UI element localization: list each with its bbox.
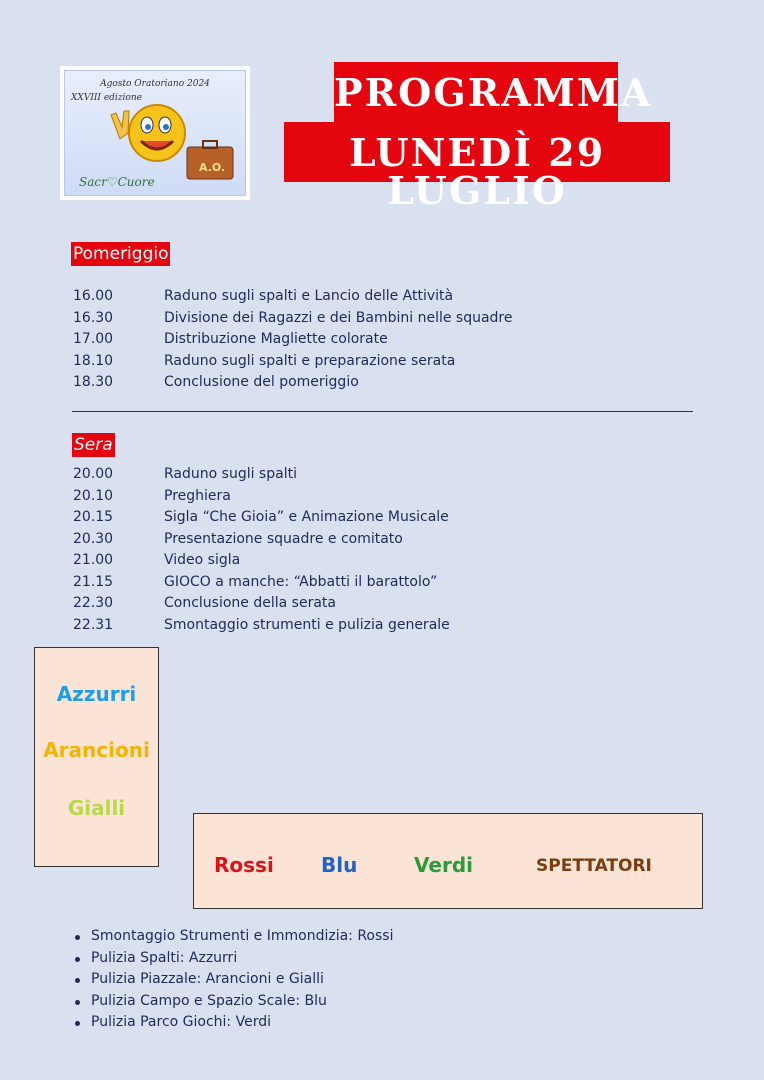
team-gialli: Gialli	[67, 796, 126, 820]
schedule-time: 22.30	[73, 595, 114, 611]
schedule-activity: Video sigla	[164, 552, 241, 568]
schedule-time: 20.10	[73, 487, 114, 504]
logo	[60, 66, 250, 200]
schedule-activity: Conclusione del pomeriggio	[164, 374, 359, 390]
schedule-activity: Distribuzione Magliette colorate	[164, 331, 388, 347]
schedule-time: 20.15	[73, 509, 114, 525]
schedule-time: 20.30	[73, 530, 114, 547]
team-box-left	[34, 647, 159, 867]
schedule-time: 18.30	[73, 374, 114, 390]
list-item: Pulizia Piazzale: Arancioni e Gialli	[73, 969, 393, 991]
schedule-time: 21.15	[73, 573, 114, 590]
schedule-activity: Conclusione della serata	[164, 595, 336, 611]
logo-panel	[64, 70, 246, 196]
list-item: Pulizia Campo e Spazio Scale: Blu	[73, 991, 393, 1013]
schedule-activity: Raduno sugli spalti e preparazione serata	[164, 352, 456, 369]
schedule-time: 18.10	[73, 352, 114, 369]
logo-badge: A.O.	[199, 161, 226, 174]
logo-title: Agosto Oratoriano 2024	[100, 79, 210, 89]
team-azzurri: Azzurri	[56, 682, 137, 706]
list-item: Pulizia Spalti: Azzurri	[73, 948, 393, 970]
schedule-activity: Sigla “Che Gioia” e Animazione Musicale	[164, 509, 449, 525]
schedule-time: 20.00	[73, 466, 114, 482]
page-title	[284, 62, 670, 213]
team-arancioni: Arancioni	[43, 738, 150, 762]
divider	[72, 411, 693, 412]
schedule-activity: Smontaggio strumenti e pulizia generale	[164, 616, 450, 633]
team-verdi: Verdi	[414, 853, 473, 877]
logo-edition: XXVIII edizione	[71, 93, 142, 103]
cleaning-list	[73, 926, 393, 1034]
section-label-afternoon: Pomeriggio	[73, 244, 169, 264]
team-box-bottom	[193, 813, 703, 909]
schedule-activity: Divisione dei Ragazzi e dei Bambini nelle squadre	[164, 309, 513, 326]
title-line-2: LUNEDÌ 29 LUGLIO	[284, 122, 670, 182]
schedule-activity: Raduno sugli spalti	[164, 466, 297, 482]
schedule-time: 21.00	[73, 552, 114, 568]
schedule-activity: Presentazione squadre e comitato	[164, 530, 403, 547]
schedule-time: 22.31	[73, 616, 114, 633]
schedule-activity: Preghiera	[164, 487, 231, 504]
list-item: Smontaggio Strumenti e Immondizia: Rossi	[73, 926, 393, 948]
schedule-time: 17.00	[73, 331, 114, 347]
schedule-time: 16.30	[73, 309, 114, 326]
section-label-evening: Sera	[74, 435, 113, 455]
team-blu: Blu	[321, 853, 358, 877]
title-line-1: PROGRAMMA	[334, 62, 618, 122]
team-rossi: Rossi	[214, 853, 274, 877]
schedule-activity: Raduno sugli spalti e Lancio delle Attività	[164, 288, 454, 304]
logo-brand: Sacr♡Cuore	[79, 175, 155, 189]
schedule-time: 16.00	[73, 288, 114, 304]
team-spettatori: SPETTATORI	[536, 856, 652, 876]
list-item: Pulizia Parco Giochi: Verdi	[73, 1012, 393, 1034]
schedule-activity: GIOCO a manche: “Abbatti il barattolo”	[164, 573, 438, 590]
